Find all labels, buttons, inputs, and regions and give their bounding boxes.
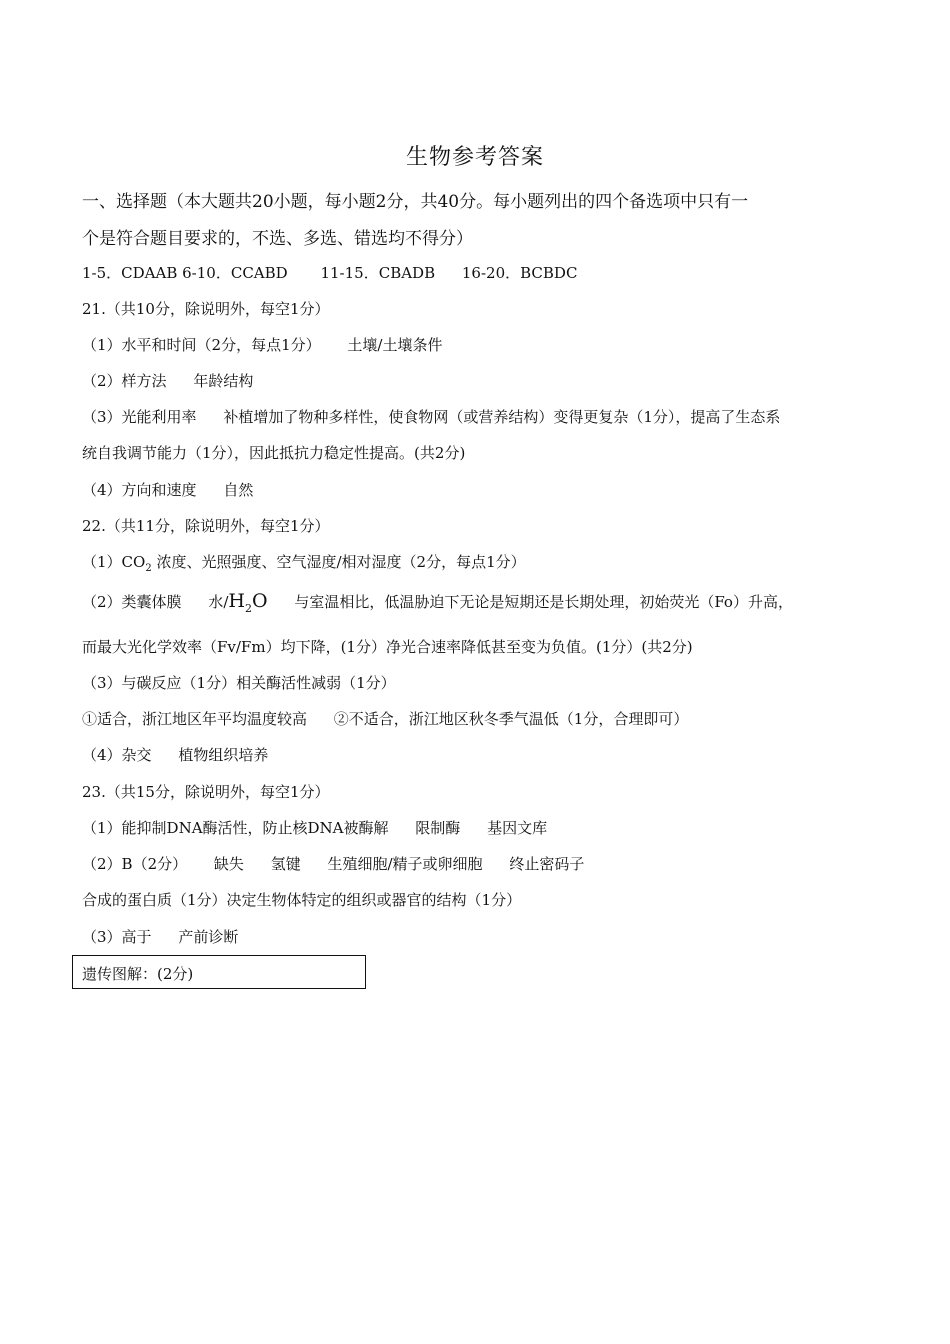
q21-a4-extra: 自然	[223, 481, 254, 499]
mc-group-1: 1-5．CDAAB	[82, 264, 178, 282]
q22-a4-text: （4）杂交	[82, 746, 152, 764]
q22-answer-4	[82, 744, 268, 765]
mc-answers	[82, 262, 577, 283]
q22-answer-2-cont: 而最大光化学效率（Fv/Fm）均下降，(1分）净光合速率降低甚至变为负值。(1分）(共2分)	[82, 638, 693, 656]
q22-a2-text: （2）类囊体膜	[82, 593, 182, 611]
q22-answer-2	[82, 590, 793, 615]
q23-a2-deletion: 缺失	[213, 855, 244, 873]
q23-a3-extra: 产前诊断	[178, 928, 239, 946]
mc-group-3: 11-15．CBADB	[320, 264, 436, 282]
q23-a1-library: 基因文库	[487, 819, 548, 837]
q23-answer-2	[82, 853, 584, 874]
q22-a1-sub: 2	[145, 563, 152, 574]
q21-answer-3-cont: 统自我调节能力（1分），因此抵抗力稳定性提高。(共2分)	[82, 444, 466, 462]
mc-group-2: 6-10．CCABD	[182, 264, 288, 282]
section1-line2: 个是符合题目要求的，不选、多选、错选均不得分）	[82, 229, 473, 249]
q23-answer-1	[82, 817, 547, 838]
q21-answer-4	[82, 479, 253, 500]
page-title: 生物参考答案	[405, 145, 544, 170]
q21-a2-text: （2）样方法	[82, 372, 167, 390]
h2o-h: H	[228, 590, 245, 612]
q23-a2-hbond: 氢键	[270, 855, 301, 873]
q23-a2-stopcodon: 终止密码子	[509, 855, 585, 873]
q23-a3-text: （3）高于	[82, 928, 152, 946]
q21-answer-1	[82, 334, 442, 355]
q22-a2-extra: 与室温相比，低温胁迫下无论是短期还是长期处理，初始荧光（Fo）升高，	[294, 593, 793, 611]
q21-a4-text: （4）方向和速度	[82, 481, 197, 499]
q22-answer-1	[82, 551, 526, 574]
h2o-sub: 2	[244, 601, 252, 615]
q22-answer-3-cont	[82, 708, 688, 729]
q23-answer-2-cont: 合成的蛋白质（1分）决定生物体特定的组织或器官的结构（1分）	[82, 891, 522, 909]
q21-a1-extra: 土壤/土壤条件	[347, 336, 443, 354]
q23-a1-enzyme: 限制酶	[415, 819, 461, 837]
q21-heading: 21.（共10分，除说明外，每空1分）	[82, 300, 330, 318]
q23-heading: 23.（共15分，除说明外，每空1分）	[82, 783, 330, 801]
q23-a1-text: （1）能抑制DNA酶活性，防止核DNA被酶解	[82, 819, 389, 837]
genetic-diagram-label: 遗传图解：(2分)	[82, 965, 194, 983]
q21-a1-text: （1）水平和时间（2分，每点1分）	[82, 336, 321, 354]
genetic-diagram-box	[72, 955, 366, 989]
q21-answer-2	[82, 370, 253, 391]
q22-a2-water: 水/	[208, 593, 229, 611]
q22-a4-extra: 植物组织培养	[178, 746, 269, 764]
q21-answer-3	[82, 406, 780, 427]
q23-a2-germcell: 生殖细胞/精子或卵细胞	[327, 855, 483, 873]
q21-a3-text: （3）光能利用率	[82, 408, 197, 426]
q21-a2-extra: 年龄结构	[193, 372, 254, 390]
section1-line1: 一、选择题（本大题共20小题，每小题2分，共40分。每小题列出的四个备选项中只有一	[82, 192, 749, 212]
q22-heading: 22.（共11分，除说明外，每空1分）	[82, 517, 330, 535]
q22-a1-co: （1）CO	[82, 553, 146, 571]
mc-group-4: 16-20．BCBDC	[461, 264, 578, 282]
q23-answer-3	[82, 926, 238, 947]
q23-a2-text: （2）B（2分）	[82, 855, 188, 873]
q22-a1-text: 浓度、光照强度、空气湿度/相对湿度（2分，每点1分）	[156, 553, 526, 571]
h2o-o: O	[251, 590, 268, 612]
q22-a3-option-2: ②不适合，浙江地区秋冬季气温低（1分，合理即可）	[333, 710, 689, 728]
q22-answer-3: （3）与碳反应（1分）相关酶活性减弱（1分）	[82, 674, 396, 692]
h2o-formula	[228, 590, 268, 615]
q22-a3-option-1: ①适合，浙江地区年平均温度较高	[82, 710, 308, 728]
q21-a3-extra: 补植增加了物种多样性，使食物网（或营养结构）变得更复杂（1分），提高了生态系	[223, 408, 781, 426]
